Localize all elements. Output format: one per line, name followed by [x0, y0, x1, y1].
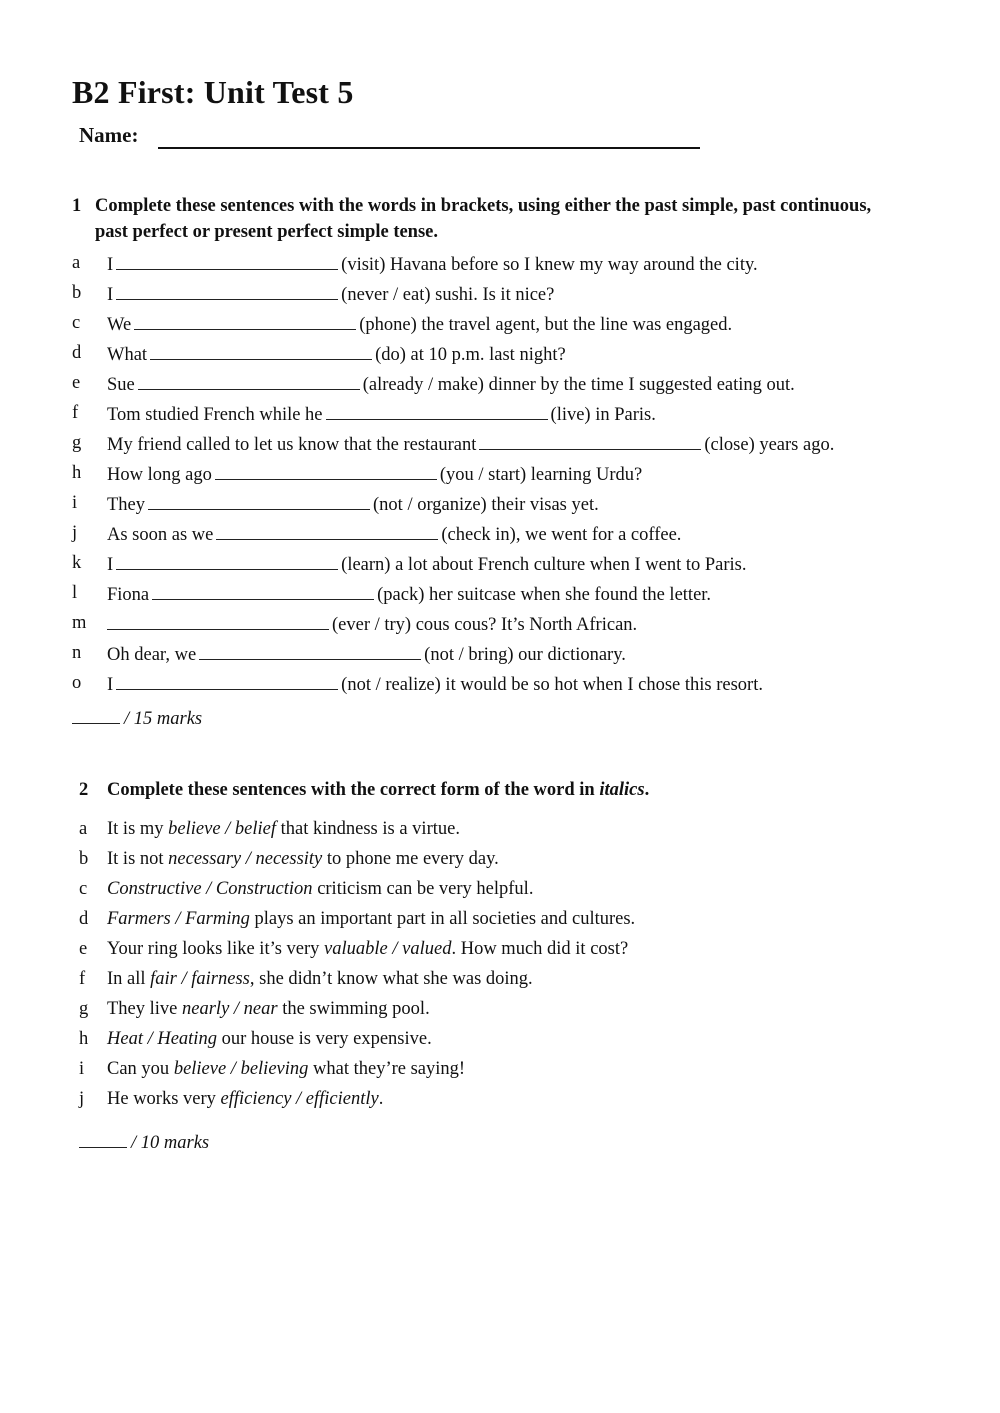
item-text	[107, 551, 747, 577]
item-before: Tom studied French while he	[107, 405, 323, 425]
item-after: . How much did it cost?	[451, 939, 629, 959]
item-after: (close) years ago.	[704, 435, 835, 455]
item-before: It is my	[107, 819, 169, 839]
item-letter: e	[72, 373, 81, 393]
item-before: My friend called to let us know that the restaurant	[107, 435, 477, 455]
answer-blank[interactable]	[116, 251, 338, 270]
item-word-choice: nearly / near	[182, 999, 278, 1019]
item-text	[107, 581, 711, 607]
answer-blank[interactable]	[199, 641, 421, 660]
section1-instruction-text: Complete these sentences with the words in brackets, using either the past simple, past continuous, past perfect or present perfect simple tense.	[95, 196, 872, 242]
section2-instruction-italic: italics	[599, 780, 645, 800]
item-letter: k	[72, 553, 82, 573]
item-text	[107, 521, 681, 547]
section1-marks	[72, 707, 202, 731]
item-after: that kindness is a virtue.	[276, 819, 460, 839]
item-text	[107, 371, 795, 397]
item-after: (you / start) learning Urdu?	[439, 465, 643, 485]
answer-blank[interactable]	[479, 431, 701, 450]
item-after: , she didn’t know what she was doing.	[249, 969, 533, 989]
item-after: to phone me every day.	[322, 849, 499, 869]
item-text	[107, 907, 635, 931]
item-before: Sue	[107, 375, 135, 395]
item-letter: a	[72, 253, 81, 273]
item-letter: b	[72, 283, 82, 303]
item-letter: l	[72, 583, 78, 603]
item-letter: n	[72, 643, 82, 663]
item-letter: a	[79, 819, 88, 839]
name-input-line[interactable]	[158, 123, 700, 149]
item-word-choice: Heat / Heating	[107, 1029, 217, 1049]
item-after: what they’re saying!	[308, 1059, 466, 1079]
item-text	[107, 967, 533, 991]
item-text	[107, 611, 637, 637]
item-text	[107, 311, 732, 337]
item-text	[107, 251, 758, 277]
answer-blank[interactable]	[326, 401, 548, 420]
answer-blank[interactable]	[215, 461, 437, 480]
section2-instruction-suffix: .	[644, 780, 650, 800]
item-word-choice: believe / belief	[168, 819, 277, 839]
item-letter: i	[72, 493, 78, 513]
item-after: (ever / try) cous cous? It’s North African.	[332, 615, 638, 635]
item-after: (learn) a lot about French culture when I went to Paris.	[341, 555, 747, 575]
section2-instruction	[79, 777, 899, 803]
item-after: (not / organize) their visas yet.	[373, 495, 599, 515]
item-after: our house is very expensive.	[216, 1029, 432, 1049]
item-after: (do) at 10 p.m. last night?	[375, 345, 566, 365]
item-after: (check in), we went for a coffee.	[441, 525, 682, 545]
item-word-choice: necessary / necessity	[168, 849, 323, 869]
item-letter: c	[72, 313, 81, 333]
item-text	[107, 997, 430, 1021]
answer-blank[interactable]	[148, 491, 370, 510]
item-after: (not / bring) our dictionary.	[424, 645, 626, 665]
item-after: (visit) Havana before so I knew my way around the city.	[341, 255, 758, 275]
item-after: criticism can be very helpful.	[312, 879, 534, 899]
item-letter: o	[72, 673, 82, 693]
answer-blank[interactable]	[107, 611, 329, 630]
item-word-choice: efficiency / efficiently	[220, 1089, 379, 1109]
item-letter: g	[72, 433, 82, 453]
item-before: It is not	[107, 849, 169, 869]
section1-score-line[interactable]	[72, 707, 120, 724]
item-before: I	[107, 255, 114, 275]
item-word-choice: Farmers / Farming	[107, 909, 250, 929]
item-text	[107, 431, 834, 457]
section2-score-line[interactable]	[79, 1131, 127, 1148]
section2-number: 2	[79, 780, 89, 800]
item-after: (never / eat) sushi. Is it nice?	[341, 285, 555, 305]
answer-blank[interactable]	[116, 551, 338, 570]
item-text	[107, 281, 554, 307]
item-after: (pack) her suitcase when she found the letter.	[377, 585, 712, 605]
item-text	[107, 937, 628, 961]
item-after: (phone) the travel agent, but the line was engaged.	[359, 315, 733, 335]
name-row	[79, 121, 700, 149]
item-before: I	[107, 555, 114, 575]
item-text	[107, 877, 533, 901]
item-after: (not / realize) it would be so hot when I chose this resort.	[341, 675, 763, 695]
item-letter: b	[79, 849, 89, 869]
item-letter: f	[72, 403, 79, 423]
answer-blank[interactable]	[116, 281, 338, 300]
item-text	[107, 1087, 383, 1111]
item-before: They	[107, 495, 146, 515]
item-after: (already / make) dinner by the time I suggested eating out.	[362, 375, 795, 395]
item-before: What	[107, 345, 148, 365]
item-letter: d	[79, 909, 89, 929]
answer-blank[interactable]	[152, 581, 374, 600]
item-letter: e	[79, 939, 88, 959]
answer-blank[interactable]	[116, 671, 338, 690]
item-after: the swimming pool.	[277, 999, 430, 1019]
item-text	[107, 847, 499, 871]
item-before: He works very	[107, 1089, 221, 1109]
item-before: I	[107, 675, 114, 695]
item-text	[107, 1027, 432, 1051]
section2-marks-label: / 10 marks	[131, 1133, 210, 1153]
item-text	[107, 1057, 465, 1081]
item-before: Oh dear, we	[107, 645, 197, 665]
item-before: How long ago	[107, 465, 212, 485]
item-word-choice: believe / believing	[173, 1059, 309, 1079]
answer-blank[interactable]	[134, 311, 356, 330]
item-letter: c	[79, 879, 88, 899]
item-letter: g	[79, 999, 89, 1019]
item-text	[107, 641, 626, 667]
item-word-choice: Constructive / Construction	[107, 879, 313, 899]
item-text	[107, 671, 763, 697]
item-text	[107, 401, 656, 427]
item-letter: d	[72, 343, 82, 363]
item-word-choice: valuable / valued	[324, 939, 452, 959]
item-before: We	[107, 315, 132, 335]
item-before: They live	[107, 999, 183, 1019]
item-after: plays an important part in all societies and cultures.	[249, 909, 636, 929]
item-before: Your ring looks like it’s very	[107, 939, 325, 959]
page-title: B2 First: Unit Test 5	[72, 74, 354, 110]
section2-instruction-prefix: Complete these sentences with the correct form of the word in	[107, 780, 600, 800]
answer-blank[interactable]	[216, 521, 438, 540]
item-letter: f	[79, 969, 86, 989]
item-letter: m	[72, 613, 87, 633]
answer-blank[interactable]	[150, 341, 372, 360]
answer-blank[interactable]	[138, 371, 360, 390]
item-before: In all	[107, 969, 151, 989]
item-text	[107, 461, 642, 487]
item-letter: i	[79, 1059, 85, 1079]
item-before: Can you	[107, 1059, 174, 1079]
section2-marks	[79, 1131, 209, 1155]
section1-marks-label: / 15 marks	[124, 709, 203, 729]
section1-instruction	[72, 193, 872, 245]
item-letter: j	[79, 1089, 85, 1109]
item-text	[107, 817, 460, 841]
section1-number: 1	[72, 196, 82, 216]
item-letter: h	[79, 1029, 89, 1049]
item-after: .	[378, 1089, 384, 1109]
item-letter: h	[72, 463, 82, 483]
name-label: Name:	[79, 123, 139, 147]
item-letter: j	[72, 523, 78, 543]
item-word-choice: fair / fairness	[150, 969, 250, 989]
item-text	[107, 491, 599, 517]
item-before: Fiona	[107, 585, 150, 605]
item-text	[107, 341, 566, 367]
item-after: (live) in Paris.	[550, 405, 656, 425]
item-before: I	[107, 285, 114, 305]
item-before: As soon as we	[107, 525, 214, 545]
